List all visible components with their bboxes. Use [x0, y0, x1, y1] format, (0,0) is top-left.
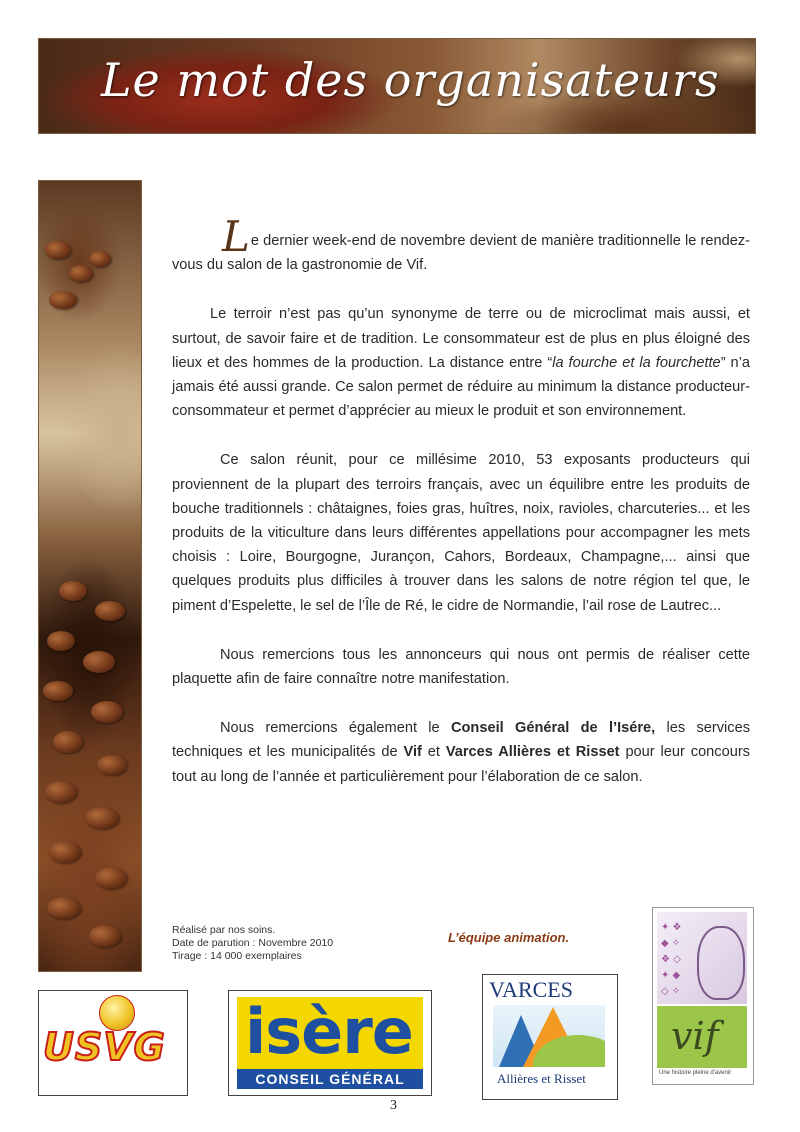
bean-icon — [89, 925, 121, 947]
isere-subtitle: CONSEIL GÉNÉRAL — [237, 1069, 423, 1089]
vif-tagline: Une histoire pleine d'avenir — [659, 1070, 732, 1076]
bean-icon — [83, 651, 115, 673]
bean-icon — [95, 601, 125, 621]
paragraph-text: e dernier week-end de novembre devient de manière traditionnelle le rendez-vous du salon de la gastronomie de Vif. — [172, 233, 750, 274]
page-title: Le mot des organisateurs — [101, 53, 720, 107]
bean-icon — [49, 841, 81, 863]
bold-text: Vif — [403, 744, 422, 761]
credit-line: Date de parution : Novembre 2010 — [172, 937, 334, 949]
vif-logo — [652, 907, 754, 1085]
credit-line: Réalisé par nos soins. — [172, 924, 276, 936]
vif-green-panel — [657, 1006, 747, 1068]
paragraph-text: ” n’a jamais été aussi grande. Ce salon permet de réduire au minimum la distance producteur-consommateur et permet d’apprécier au mieux le produit et son environnement. — [172, 354, 751, 420]
bean-icon — [49, 291, 77, 309]
paragraph-remerciements — [172, 716, 750, 789]
signature: L’équipe animation. — [448, 930, 570, 945]
paragraph-annonceurs: Nous remercions tous les annonceurs qui nous ont permis de réaliser cette plaquette afin de faire connaître notre manifestation. — [172, 646, 750, 688]
paragraph-text: Nous remercions également le — [220, 720, 451, 737]
bean-icon — [95, 867, 127, 889]
portrait-icon — [697, 926, 745, 1000]
bean-icon — [97, 755, 127, 775]
bean-icon — [43, 681, 73, 701]
publication-credits — [172, 924, 333, 963]
bold-text: Varces Allières et Risset — [445, 744, 620, 761]
drop-cap: L — [222, 212, 250, 261]
bold-text: Conseil Général de l’Isére, — [450, 720, 656, 737]
bean-icon — [45, 241, 71, 259]
isere-logo — [228, 990, 432, 1096]
vif-portrait — [657, 912, 747, 1004]
body-text — [172, 212, 751, 814]
bean-icon — [69, 265, 93, 282]
paragraph-text: pour leur concours tout au long de l’année et particulièrement pour l’élaboration de ce salon. — [172, 744, 750, 785]
isere-wordmark: isère — [245, 995, 413, 1068]
bean-icon — [47, 631, 75, 651]
header-banner — [38, 38, 756, 134]
bean-icon — [89, 251, 111, 267]
paragraph-intro — [172, 212, 750, 277]
paragraph-text: et — [421, 744, 446, 761]
bean-icon — [91, 701, 123, 723]
vif-wordmark: vif — [671, 1014, 719, 1058]
bean-icon — [47, 897, 81, 919]
page-number: 3 — [390, 1098, 397, 1113]
usvg-wordmark: USVG — [43, 1025, 166, 1069]
paragraph-terroir — [172, 302, 750, 423]
bean-icon — [45, 781, 77, 803]
mountain-icon — [493, 1005, 605, 1067]
paragraph-exposants: Ce salon réunit, pour ce millésime 2010, 53 exposants producteurs qui proviennent de la plupart des terroirs français, avec un équilibre entre les produits de bouche traditionnels : châtaignes, foies gras, huîtres, noix, ravioles, charcuteries... et les produits de la viticulture dans leurs différentes appellations pour accompagner les mets choisis : Loire, Bourgogne, Jurançon, Cahors, Bordeaux, Champagne,... ainsi que quelques produits plus difficiles à trouver dans les salons de notre région tel que, le piment d’Espelette, le sel de l’Île de Ré, le cidre de Normandie, l’ail rose de Lautrec... — [172, 452, 750, 614]
paragraph-text: Le terroir n’est pas qu’un synonyme de terre ou de microclimat mais aussi, et surtout, de savoir faire et de tradition. Le consommateur est de plus en plus éloigné des lieux et des hommes de la production. La distance entre “ — [172, 306, 750, 371]
varces-subtitle: Allières et Risset — [497, 1071, 586, 1086]
decorative-glyphs: ✦ ❖ ◆ ✧ ❖ ◇ ✦ ◆ ◇ ✧ — [661, 922, 682, 997]
emphasis-text: la fourche et la fourchette — [552, 354, 721, 371]
paragraph-text: les services techniques et les municipalités de — [172, 720, 750, 761]
cocoa-beans-photo — [38, 180, 142, 972]
bean-icon — [53, 731, 83, 753]
varces-logo — [482, 974, 618, 1100]
usvg-logo — [38, 990, 188, 1096]
credit-line: Tirage : 14 000 exemplaires — [172, 950, 302, 962]
bean-icon — [85, 807, 119, 829]
isere-panel — [237, 997, 423, 1089]
varces-wordmark: VARCES — [489, 977, 573, 1002]
bean-icon — [59, 581, 87, 601]
